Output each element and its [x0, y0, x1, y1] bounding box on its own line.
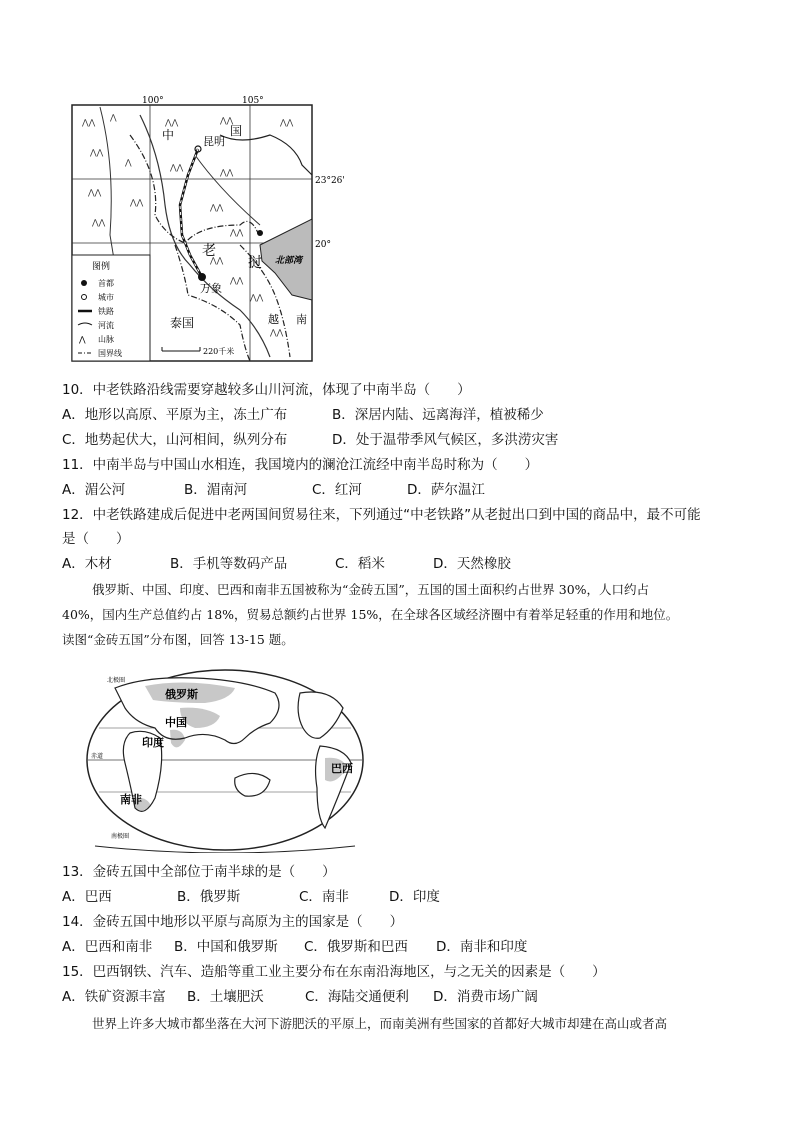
label-arctic-circle: 北极圈: [107, 677, 126, 684]
q11-option-a: A．湄公河: [62, 482, 126, 498]
legend-railway: 铁路: [98, 307, 114, 316]
label-vientiane: 万象: [200, 282, 222, 295]
lon-label-105: 105°: [242, 96, 264, 106]
question-15-stem: 15．巴西钢铁、汽车、造船等重工业主要分布在东南沿海地区，与之无关的因素是（ ）: [62, 964, 606, 980]
q15-option-d: D．消费市场广阔: [433, 989, 538, 1005]
passage-cities-line1: 世界上许多大城市都坐落在大河下游肥沃的平原上，而南美洲有些国家的首都好大城市却建在高山或者高: [92, 1016, 668, 1031]
passage-brics-line1: 俄罗斯、中国、印度、巴西和南非五国被称为“金砖五国”，五国的国土面积约占世界 30%，人口约占: [92, 582, 650, 597]
legend-capital-symbol: [81, 280, 87, 286]
svg-text:⋀⋀: ⋀⋀: [230, 228, 244, 237]
legend-river: 河流: [98, 321, 114, 330]
q13-option-b: B．俄罗斯: [177, 889, 241, 905]
question-12-stem: 12．中老铁路建成后促进中老两国间贸易往来，下列通过“中老铁路”从老挝出口到中国的商品中，最不可能: [62, 507, 701, 523]
legend-mountain: 山脉: [98, 335, 114, 344]
label-lao-1: 老: [202, 243, 216, 259]
q12-option-b: B．手机等数码产品: [170, 556, 288, 572]
svg-text:⋀⋀: ⋀⋀: [280, 118, 294, 127]
q11-option-d: D．萨尔温江: [407, 482, 485, 498]
scale-label: 220千米: [203, 347, 235, 356]
lat-label-2326: 23°26': [315, 176, 345, 186]
q11-option-c: C．红河: [312, 482, 362, 498]
q10-option-d: D．处于温带季风气候区，多洪涝灾害: [332, 432, 559, 448]
label-kunming: 昆明: [203, 135, 225, 148]
svg-text:⋀⋀: ⋀⋀: [165, 118, 179, 127]
q12-option-d: D．天然橡胶: [433, 556, 511, 572]
question-10-options-row1: [62, 406, 544, 424]
label-lao-2: 挝: [248, 255, 262, 271]
svg-text:⋀⋀: ⋀⋀: [90, 148, 104, 157]
passage-brics-line3: 读图“金砖五国”分布图，回答 13-15 题。: [62, 632, 294, 647]
question-11-stem: 11．中南半岛与中国山水相连，我国境内的澜沧江流经中南半岛时称为（ ）: [62, 457, 539, 473]
q14-option-c: C．俄罗斯和巴西: [304, 939, 408, 955]
label-viet-1: 越: [268, 313, 279, 326]
label-india: 印度: [142, 736, 164, 749]
china-laos-railway-map: [70, 95, 360, 365]
q15-option-c: C．海陆交通便利: [305, 989, 409, 1005]
q11-option-b: B．湄南河: [184, 482, 248, 498]
legend-city: 城市: [98, 293, 114, 302]
q13-option-c: C．南非: [299, 889, 349, 905]
question-14-options: [62, 938, 527, 956]
svg-text:⋀: ⋀: [125, 158, 132, 167]
svg-text:⋀⋀: ⋀⋀: [270, 328, 284, 337]
label-china: 中国: [165, 716, 187, 729]
label-viet-2: 南: [296, 313, 307, 326]
label-russia: 俄罗斯: [165, 688, 198, 701]
label-antarctic-circle: 南极圈: [111, 833, 130, 840]
passage-brics-line2: 40%，国内生产总值约占 18%，贸易总额约占世界 15%，在全球各区域经济圈中有着举足轻重的作用和地位。: [62, 607, 679, 622]
question-14-stem: 14．金砖五国中地形以平原与高原为主的国家是（ ）: [62, 914, 404, 930]
label-brazil: 巴西: [331, 762, 353, 775]
question-12-options: [62, 555, 511, 573]
label-gulf: 北部湾: [275, 256, 303, 266]
svg-text:⋀⋀: ⋀⋀: [220, 116, 234, 125]
svg-text:⋀⋀: ⋀⋀: [92, 218, 106, 227]
vientiane-capital: [199, 274, 206, 281]
svg-text:⋀: ⋀: [110, 113, 117, 122]
question-11-options: [62, 481, 485, 499]
question-15-options: [62, 988, 538, 1006]
question-13-stem: 13．金砖五国中全部位于南半球的是（ ）: [62, 864, 336, 880]
q12-option-a: A．木材: [62, 556, 112, 572]
label-south-africa: 南非: [120, 793, 142, 806]
label-equator: 赤道: [91, 753, 104, 760]
lon-label-100: 100°: [142, 96, 164, 106]
legend-mountain-symbol: ⋀: [79, 335, 86, 344]
svg-text:⋀⋀: ⋀⋀: [130, 198, 144, 207]
q12-option-c: C．稻米: [335, 556, 385, 572]
lat-label-20: 20°: [315, 240, 331, 250]
legend-capital: 首都: [98, 279, 114, 288]
svg-text:⋀⋀: ⋀⋀: [250, 293, 264, 302]
q14-option-b: B．中国和俄罗斯: [174, 939, 278, 955]
label-china-2: 国: [230, 124, 243, 138]
svg-text:⋀⋀: ⋀⋀: [88, 188, 102, 197]
q15-option-a: A．铁矿资源丰富: [62, 989, 166, 1005]
svg-text:⋀⋀: ⋀⋀: [82, 118, 96, 127]
q13-option-a: A．巴西: [62, 889, 112, 905]
svg-text:⋀⋀: ⋀⋀: [220, 168, 234, 177]
svg-text:⋀⋀: ⋀⋀: [210, 203, 224, 212]
legend-title: 图例: [92, 262, 111, 272]
legend-border: 国界线: [98, 349, 122, 358]
brics-world-map: [85, 668, 365, 853]
question-10-options-row2: [62, 431, 558, 449]
label-thailand: 泰国: [170, 316, 195, 330]
svg-text:⋀⋀: ⋀⋀: [230, 276, 244, 285]
svg-text:⋀⋀: ⋀⋀: [170, 163, 184, 172]
q10-option-b: B．深居内陆、远离海洋，植被稀少: [332, 407, 544, 423]
question-12-stem-cont: 是（ ）: [62, 531, 130, 547]
q15-option-b: B．土壤肥沃: [187, 989, 264, 1005]
q10-option-c: C．地势起伏大，山河相间，纵列分布: [62, 432, 288, 448]
label-china-1: 中: [162, 128, 175, 142]
q14-option-d: D．南非和印度: [436, 939, 528, 955]
q14-option-a: A．巴西和南非: [62, 939, 153, 955]
map-legend: [72, 255, 150, 361]
question-13-options: [62, 888, 440, 906]
q13-option-d: D．印度: [389, 889, 440, 905]
q10-option-a: A．地形以高原、平原为主，冻土广布: [62, 407, 288, 423]
svg-text:⋀⋀: ⋀⋀: [210, 256, 224, 265]
hanoi-capital: [257, 230, 263, 236]
question-10-stem: 10．中老铁路沿线需要穿越较多山川河流，体现了中南半岛（ ）: [62, 382, 471, 398]
